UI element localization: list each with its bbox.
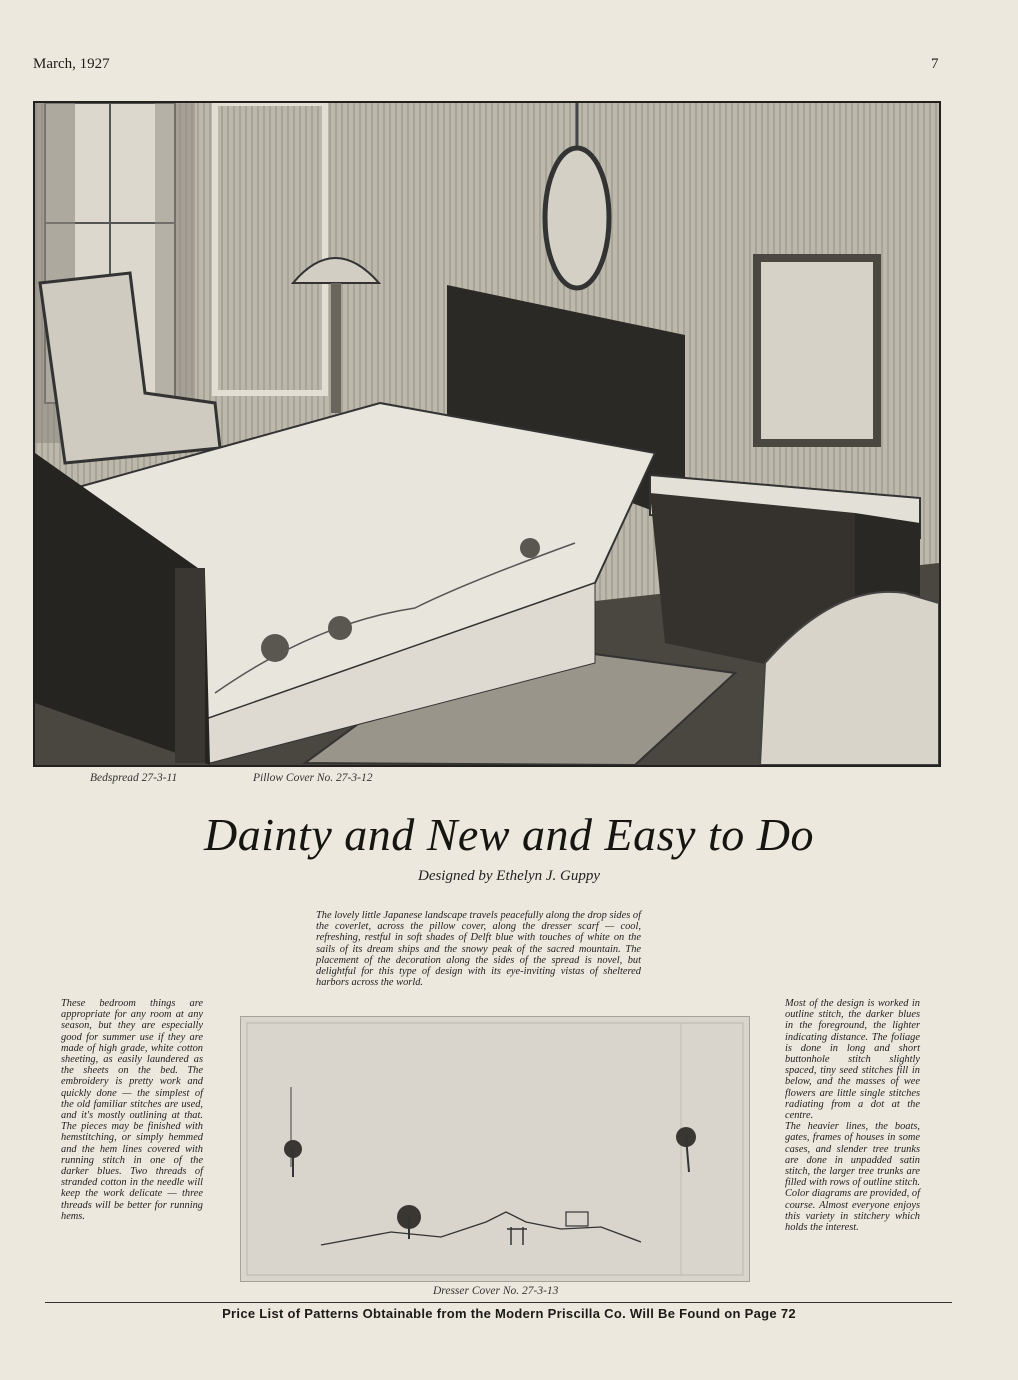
bedspread-caption: Bedspread 27-3-11 — [90, 772, 178, 784]
dresser-cover-caption: Dresser Cover No. 27-3-13 — [433, 1285, 559, 1297]
right-column-text — [785, 998, 920, 1233]
left-column-text: These bedroom things are appropriate for any room at any season, but they are especially good for summer use if they are made of high grade, white cotton sheeting, as easily laundered as the sheets on the bed. The embroidery is pretty work and quickly done — the simplest of the old familiar stitches are used, and it's mostly outlining at that. The pieces may be finished with hemstitching, or simply hemmed and the hem lines covered with running stitch in one of the darker blues. Two threads of stranded cotton in the needle will keep the work delicate — three threads will be better for running hems. — [61, 998, 203, 1222]
footer-divider — [45, 1302, 952, 1303]
footer-notice: Price List of Patterns Obtainable from the Modern Priscilla Co. Will Be Found on Page 72 — [222, 1306, 796, 1321]
article-byline: Designed by Ethelyn J. Guppy — [417, 868, 601, 884]
issue-date: March, 1927 — [33, 56, 110, 72]
pillow-cover-caption: Pillow Cover No. 27-3-12 — [253, 772, 373, 784]
right-column-paragraph: The heavier lines, the boats, gates, frames of houses in some cases, and slender tree trunks are done in unpadded satin stitch, the larger tree trunks are filled with rows of outline stitch. Color diagrams are provided, of course. Almost everyone enjoys this variety in stitchery which holds the interest. — [785, 1121, 920, 1234]
page-number: 7 — [931, 56, 939, 72]
right-column-paragraph: Most of the design is worked in outline stitch, the darker blues in the foreground, the lighter indicating distance. The foliage is done in long and short buttonhole stitch slightly spaced, tiny seed stitches fill in below, and the masses of wee flowers are little single stitches radiating from a dot at the centre. — [785, 998, 920, 1122]
bedroom-photograph — [33, 101, 941, 767]
intro-paragraph: The lovely little Japanese landscape travels peacefully along the drop sides of the coverlet, across the pillow cover, along the dresser scarf — cool, refreshing, restful in soft shades of Delft blue with touches of white on the sails of its dream ships and the snowy peak of the sacred mountain. The placement of the decoration along the sides of the spread is novel, but delightful for this type of design with its eye-inviting vistas of sheltered harbors across the world. — [316, 910, 641, 989]
dresser-cover-illustration — [240, 1016, 750, 1282]
article-title: Dainty and New and Easy to Do — [204, 809, 814, 860]
